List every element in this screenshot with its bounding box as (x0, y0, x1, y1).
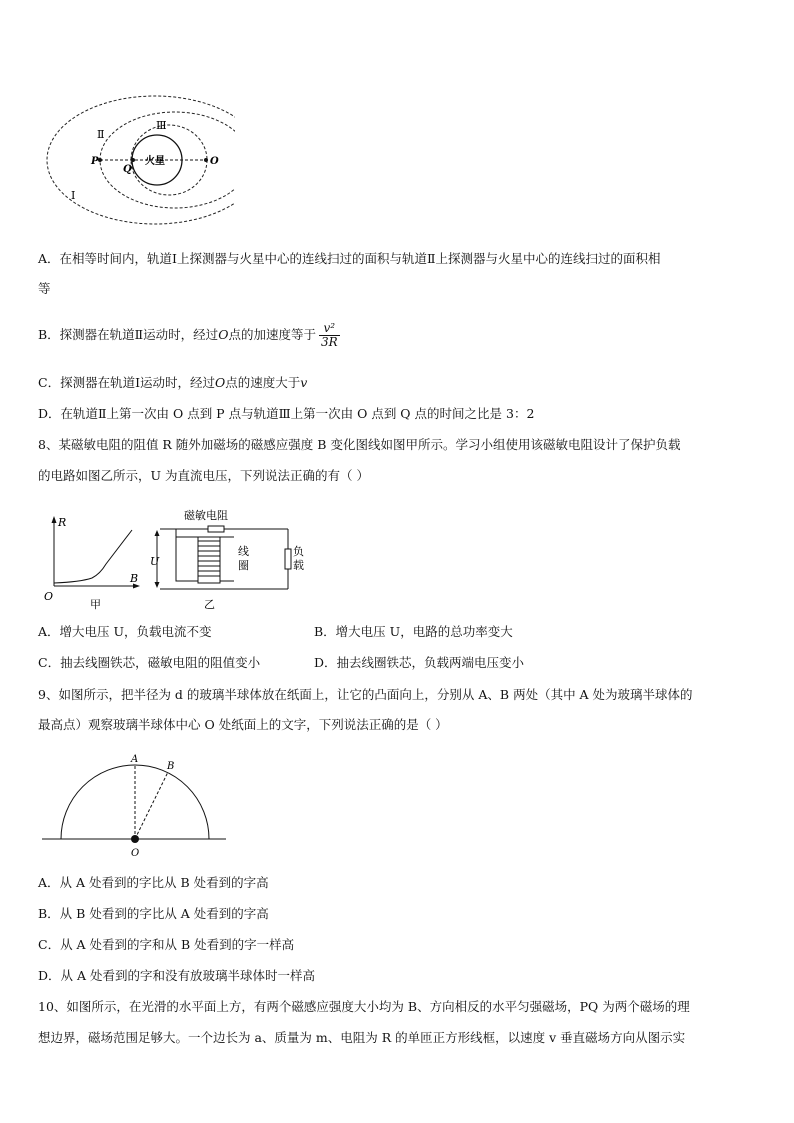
label-O: O (131, 848, 140, 859)
point-O (204, 158, 208, 162)
q7-option-D: D．在轨道Ⅱ上第一次由 O 点到 P 点与轨道Ⅲ上第一次由 O 点到 Q 点的时间之比是 3：2 (38, 406, 535, 421)
label-orbit-I: Ⅰ (71, 189, 76, 202)
q9-option-B: B．从 B 处看到的字比从 A 处看到的字高 (38, 906, 269, 921)
q8-option-B: B．增大电压 U，电路的总功率变大 (314, 624, 513, 639)
q7-C-text2: 点的速度大于 (225, 375, 301, 390)
circuit-figure (148, 507, 306, 615)
fraction (319, 322, 340, 349)
coil-wire (176, 529, 198, 581)
label-yi: 乙 (204, 598, 215, 611)
label-O: O (210, 156, 219, 167)
q9-stem-cont: 最高点）观察玻璃半球体中心 O 处纸面上的文字，下列说法正确的是（ ） (38, 717, 448, 732)
q7-B-text: B．探测器在轨道Ⅱ运动时，经过 (38, 327, 219, 342)
q7-option-A-cont: 等 (38, 281, 51, 296)
label-B: B (130, 572, 139, 585)
q8-option-C: C．抽去线圈铁芯，磁敏电阻的阻值变小 (38, 655, 261, 670)
label-P: P (91, 156, 99, 167)
orbit-figure (45, 90, 235, 230)
q8-stem-cont: 的电路如图乙所示，U 为直流电压，下列说法正确的有（ ） (38, 468, 369, 483)
q10-stem: 10、如图所示，在光滑的水平面上方，有两个磁感应强度大小均为 B、方向相反的水平匀强磁场，PQ 为两个磁场的理 (38, 999, 690, 1014)
label-coil-2: 圈 (238, 559, 249, 572)
q7-B-O: O (218, 327, 229, 342)
q7-option-B (38, 320, 340, 350)
q7-C-O: O (215, 375, 226, 390)
u-arrow-up (155, 530, 160, 536)
label-O: O (44, 590, 54, 603)
u-arrow-down (155, 582, 160, 588)
rb-graph-figure (40, 512, 150, 612)
label-mars: 火星 (145, 156, 165, 167)
point-P (98, 158, 102, 162)
line-OB (135, 772, 168, 839)
label-load-2: 载 (293, 559, 304, 572)
magnetoresistor (208, 526, 224, 532)
q9-option-D: D．从 A 处看到的字和没有放玻璃半球体时一样高 (38, 968, 315, 983)
fraction-numerator: v² (319, 322, 340, 336)
label-jia: 甲 (90, 598, 101, 611)
q7-option-C (38, 375, 307, 391)
label-R: R (58, 516, 67, 529)
q10-stem-cont: 想边界，磁场范围足够大。一个边长为 a、质量为 m、电阻为 R 的单匝正方形线框，以速度 v 垂直磁场方向从图示实 (38, 1030, 686, 1045)
label-load-1: 负 (293, 545, 304, 558)
q9-stem: 9、如图所示，把半径为 d 的玻璃半球体放在纸面上，让它的凸面向上，分别从 A、B 两处（其中 A 处为玻璃半球体的 (38, 687, 693, 702)
q8-stem: 8、某磁敏电阻的阻值 R 随外加磁场的磁感应强度 B 变化图线如图甲所示。学习小组使用该磁敏电阻设计了保护负载 (38, 437, 681, 452)
q7-option-A: A．在相等时间内，轨道Ⅰ上探测器与火星中心的连线扫过的面积与轨道Ⅱ上探测器与火星中心的连线扫过的面积相 (38, 251, 661, 266)
point-Q (131, 158, 135, 162)
label-U: U (150, 555, 160, 568)
fraction-denominator: 3R (320, 335, 338, 349)
label-Q: Q (123, 164, 132, 175)
label-A: A (131, 754, 139, 765)
hemisphere-figure (40, 752, 230, 864)
q8-option-D: D．抽去线圈铁芯，负载两端电压变小 (314, 655, 525, 670)
label-B: B (167, 761, 175, 772)
center-O (131, 835, 139, 843)
label-orbit-III: Ⅲ (156, 119, 167, 132)
load-resistor (285, 549, 291, 569)
q9-option-C: C．从 A 处看到的字和从 B 处看到的字一样高 (38, 937, 295, 952)
q7-B-text2: 点的加速度等于 (228, 327, 316, 342)
q8-option-A: A．增大电压 U，负载电流不变 (38, 624, 212, 639)
label-coil-1: 线 (238, 545, 249, 558)
q7-C-text: C．探测器在轨道Ⅰ运动时，经过 (38, 375, 216, 390)
label-resistor: 磁敏电阻 (184, 509, 228, 522)
q9-option-A: A．从 A 处看到的字比从 B 处看到的字高 (38, 875, 269, 890)
label-orbit-II: Ⅱ (97, 128, 105, 141)
q7-C-v: v (300, 375, 308, 390)
coil-right-wire (220, 537, 234, 581)
y-arrow (52, 516, 57, 523)
rb-curve (54, 530, 132, 583)
